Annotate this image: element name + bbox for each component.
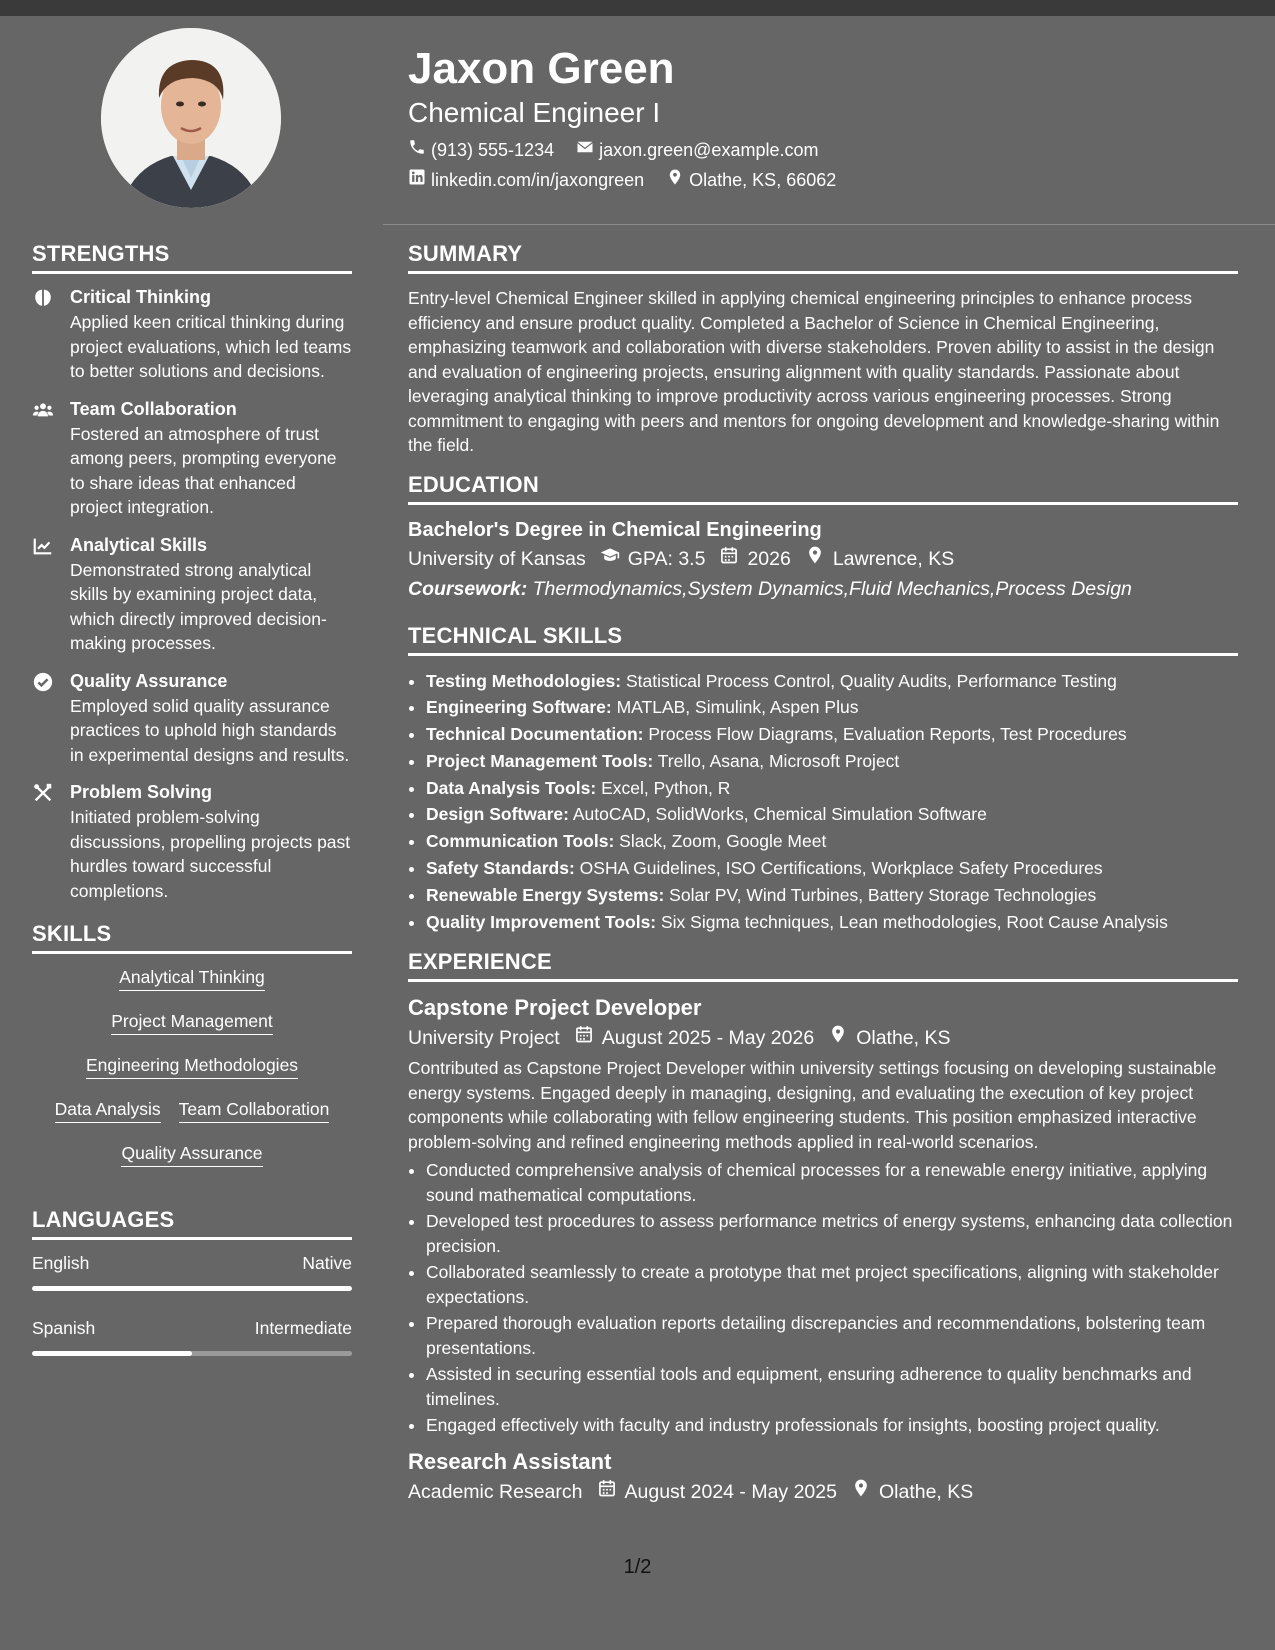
list-item — [426, 882, 1238, 909]
envelope-icon — [576, 138, 594, 162]
strength-title: Analytical Skills — [70, 534, 208, 555]
summary-section — [408, 241, 1238, 458]
profile-photo — [101, 28, 281, 208]
skill-values: AutoCAD, SolidWorks, Chemical Simulation Software — [572, 804, 987, 825]
technical-skills-list — [408, 668, 1238, 936]
skill-values: Six Sigma techniques, Lean methodologies, Root Cause Analysis — [661, 911, 1168, 932]
list-item: • Conducted comprehensive analysis of chemical processes for a renewable energy initiative, applying sound mathematical computations. — [426, 1158, 1238, 1207]
calendar-icon — [597, 1478, 617, 1506]
gpa-text: GPA: 3.5 — [627, 547, 706, 570]
calendar-icon — [574, 1024, 594, 1052]
skill-category: Renewable Energy Systems: — [426, 884, 665, 905]
skill-values: Solar PV, Wind Turbines, Battery Storage Technologies — [669, 884, 1097, 905]
skill-chip: Engineering Methodologies — [86, 1054, 298, 1079]
technical-skills-section — [408, 623, 1238, 936]
education-meta — [408, 545, 1238, 573]
skill-values: MATLAB, Simulink, Aspen Plus — [616, 697, 859, 718]
strength-item — [32, 398, 352, 520]
job-bullets — [408, 1158, 1238, 1438]
strength-desc: Fostered an atmosphere of trust among peers, prompting everyone to share ideas that enhanced project integration. — [70, 423, 337, 517]
strength-item — [32, 670, 352, 768]
list-item — [426, 668, 1238, 695]
skill-values: OSHA Guidelines, ISO Certifications, Workplace Safety Procedures — [579, 858, 1103, 879]
skills-list — [32, 966, 352, 1167]
language-item — [32, 1317, 352, 1356]
location-text: Olathe, KS, 66062 — [689, 170, 837, 190]
language-proficiency-fill — [32, 1351, 192, 1356]
strength-title: Problem Solving — [70, 782, 213, 802]
contact-phone — [408, 138, 554, 162]
summary-text: Entry-level Chemical Engineer skilled in applying chemical engineering principles to enhance process efficiency and ensure product quality. Completed a Bachelor of Science in Chemical Engineering, emphasizing teamwork and collaboration with diverse stakeholders. Proven ability to assist in the design and evaluation of engineering projects, ensuring alignment with quality standards. Passionate about leveraging analytical thinking to improve productivity across various engineering processes. Strong commitment to engaging with peers and mentors for ongoing development and knowledge-sharing within the field. — [408, 288, 1220, 455]
school-location: Lawrence, KS — [832, 547, 955, 570]
skill-category: Engineering Software: — [426, 697, 612, 718]
calendar-icon — [719, 545, 739, 573]
list-item: • Developed test procedures to assess performance metrics of energy systems, enhancing data collection precision. — [426, 1209, 1238, 1258]
skill-category: Data Analysis Tools: — [426, 777, 597, 798]
brain-icon — [32, 287, 54, 309]
list-item — [426, 801, 1238, 828]
strengths-heading: STRENGTHS — [32, 241, 352, 274]
skill-chip: Project Management — [111, 1010, 272, 1035]
skill-values: Excel, Python, R — [601, 777, 731, 798]
resume-page — [0, 16, 1275, 1650]
skills-heading: SKILLS — [32, 921, 352, 954]
list-item: • Prepared thorough evaluation reports detailing discrepancies and recommendations, bolstering team presentations. — [426, 1311, 1238, 1360]
phone-icon — [408, 138, 426, 162]
job-org: Academic Research — [408, 1480, 583, 1503]
email-text: jaxon.green@example.com — [599, 140, 819, 160]
language-name: English — [32, 1253, 90, 1273]
candidate-title: Chemical Engineer I — [408, 97, 661, 128]
map-pin-icon — [828, 1024, 848, 1052]
language-level: Intermediate — [254, 1318, 352, 1338]
skill-chip: Data Analysis — [55, 1098, 161, 1123]
linkedin-text: linkedin.com/in/jaxongreen — [431, 170, 645, 190]
experience-heading: EXPERIENCE — [408, 949, 1238, 982]
language-name: Spanish — [32, 1318, 96, 1338]
list-item — [426, 909, 1238, 936]
resume-header — [408, 44, 1248, 192]
list-item — [426, 775, 1238, 802]
contact-row-2 — [408, 168, 1248, 192]
contact-row-1 — [408, 138, 1248, 162]
graduation-cap-icon — [600, 545, 620, 573]
strength-title: Critical Thinking — [70, 287, 212, 307]
skill-category: Quality Improvement Tools: — [426, 911, 657, 932]
left-column — [32, 241, 352, 1376]
list-item — [426, 828, 1238, 855]
job-location: Olathe, KS — [878, 1480, 974, 1503]
phone-text: (913) 555-1234 — [431, 140, 555, 160]
language-proficiency-bar — [32, 1286, 352, 1291]
experience-section — [408, 949, 1238, 1506]
summary-heading: SUMMARY — [408, 241, 1238, 274]
right-column — [408, 241, 1238, 1520]
strength-desc: Employed solid quality assurance practices to uphold high standards in experimental designs and results. — [70, 695, 350, 765]
page-number: 1/2 — [623, 1556, 652, 1578]
strength-title: Team Collaboration — [70, 398, 237, 419]
list-item — [426, 748, 1238, 775]
job-dates: August 2024 - May 2025 — [624, 1480, 837, 1503]
skill-values: Trello, Asana, Microsoft Project — [657, 750, 900, 771]
contact-linkedin[interactable] — [408, 168, 644, 192]
users-icon — [32, 399, 54, 421]
job-title: Capstone Project Developer — [408, 995, 702, 1021]
chart-line-icon — [32, 535, 54, 557]
map-pin-icon — [851, 1478, 871, 1506]
check-circle-icon — [32, 671, 54, 693]
strength-item — [32, 286, 352, 384]
skill-chip: Team Collaboration — [179, 1098, 330, 1123]
strength-title: Quality Assurance — [70, 670, 228, 691]
languages-heading: LANGUAGES — [32, 1207, 352, 1240]
graduation-year: 2026 — [747, 547, 791, 570]
skill-values: Slack, Zoom, Google Meet — [619, 831, 827, 852]
skill-category: Testing Methodologies: — [426, 670, 622, 691]
strength-desc: Demonstrated strong analytical skills by examining project data, which directly improved decision-making processes. — [70, 559, 327, 653]
contact-location — [666, 168, 836, 192]
list-item — [426, 721, 1238, 748]
contact-email[interactable] — [576, 138, 818, 162]
strength-desc: Initiated problem-solving discussions, propelling projects past hurdles toward successful completions. — [70, 807, 351, 901]
skill-category: Safety Standards: — [426, 858, 575, 879]
degree-title: Bachelor's Degree in Chemical Engineering — [408, 518, 822, 541]
technical-skills-heading: TECHNICAL SKILLS — [408, 623, 1238, 656]
strength-desc: Applied keen critical thinking during project evaluations, which led teams to better solutions and decisions. — [70, 312, 352, 381]
list-item: • Collaborated seamlessly to create a prototype that met project specifications, aligning with stakeholder expectations. — [426, 1260, 1238, 1309]
map-pin-icon — [805, 545, 825, 573]
list-item — [426, 694, 1238, 721]
job-org: University Project — [408, 1027, 560, 1050]
job-description: Contributed as Capstone Project Developer within university settings focusing on developing sustainable energy systems. Engaged deeply in managing, designing, and evaluating the execution of key project components while collaborating with fellow engineering students. This position emphasized interactive problem-solving and refined engineering methods applied in real-world scenarios. — [408, 1058, 1217, 1152]
skill-chip: Analytical Thinking — [119, 966, 265, 991]
job-meta — [408, 1024, 1238, 1052]
job-location: Olathe, KS — [856, 1027, 951, 1050]
education-heading: EDUCATION — [408, 472, 1238, 505]
education-section — [408, 472, 1238, 603]
list-item — [426, 855, 1238, 882]
tools-icon — [32, 782, 54, 804]
list-item: • Assisted in securing essential tools and equipment, ensuring adherence to quality benchmarks and timelines. — [426, 1362, 1238, 1411]
skill-chip: Quality Assurance — [121, 1142, 262, 1167]
coursework-label: Coursework: — [408, 577, 528, 600]
linkedin-icon — [408, 168, 426, 192]
skill-values: Process Flow Diagrams, Evaluation Reports, Test Procedures — [648, 724, 1127, 745]
candidate-name: Jaxon Green — [408, 44, 675, 93]
skill-category: Project Management Tools: — [426, 750, 654, 771]
language-proficiency-bar — [32, 1351, 352, 1356]
skill-category: Design Software: — [426, 804, 569, 825]
language-level: Native — [302, 1253, 352, 1273]
language-item — [32, 1252, 352, 1291]
skill-category: Communication Tools: — [426, 831, 615, 852]
top-bar — [0, 0, 1275, 16]
header-divider — [383, 224, 1275, 225]
list-item: • Engaged effectively with faculty and industry professionals for insights, boosting project quality. — [426, 1413, 1238, 1438]
skill-values: Statistical Process Control, Quality Audits, Performance Testing — [625, 670, 1117, 691]
school-name: University of Kansas — [408, 547, 586, 570]
coursework-list: Thermodynamics,System Dynamics,Fluid Mechanics,Process Design — [532, 577, 1132, 600]
job-title: Research Assistant — [408, 1448, 612, 1474]
coursework — [408, 575, 1238, 603]
language-proficiency-fill — [32, 1286, 352, 1291]
map-pin-icon — [666, 168, 684, 192]
strength-item — [32, 781, 352, 903]
job-meta — [408, 1478, 1238, 1506]
job-dates: August 2025 - May 2026 — [601, 1027, 815, 1050]
skill-category: Technical Documentation: — [426, 724, 644, 745]
strength-item — [32, 534, 352, 656]
